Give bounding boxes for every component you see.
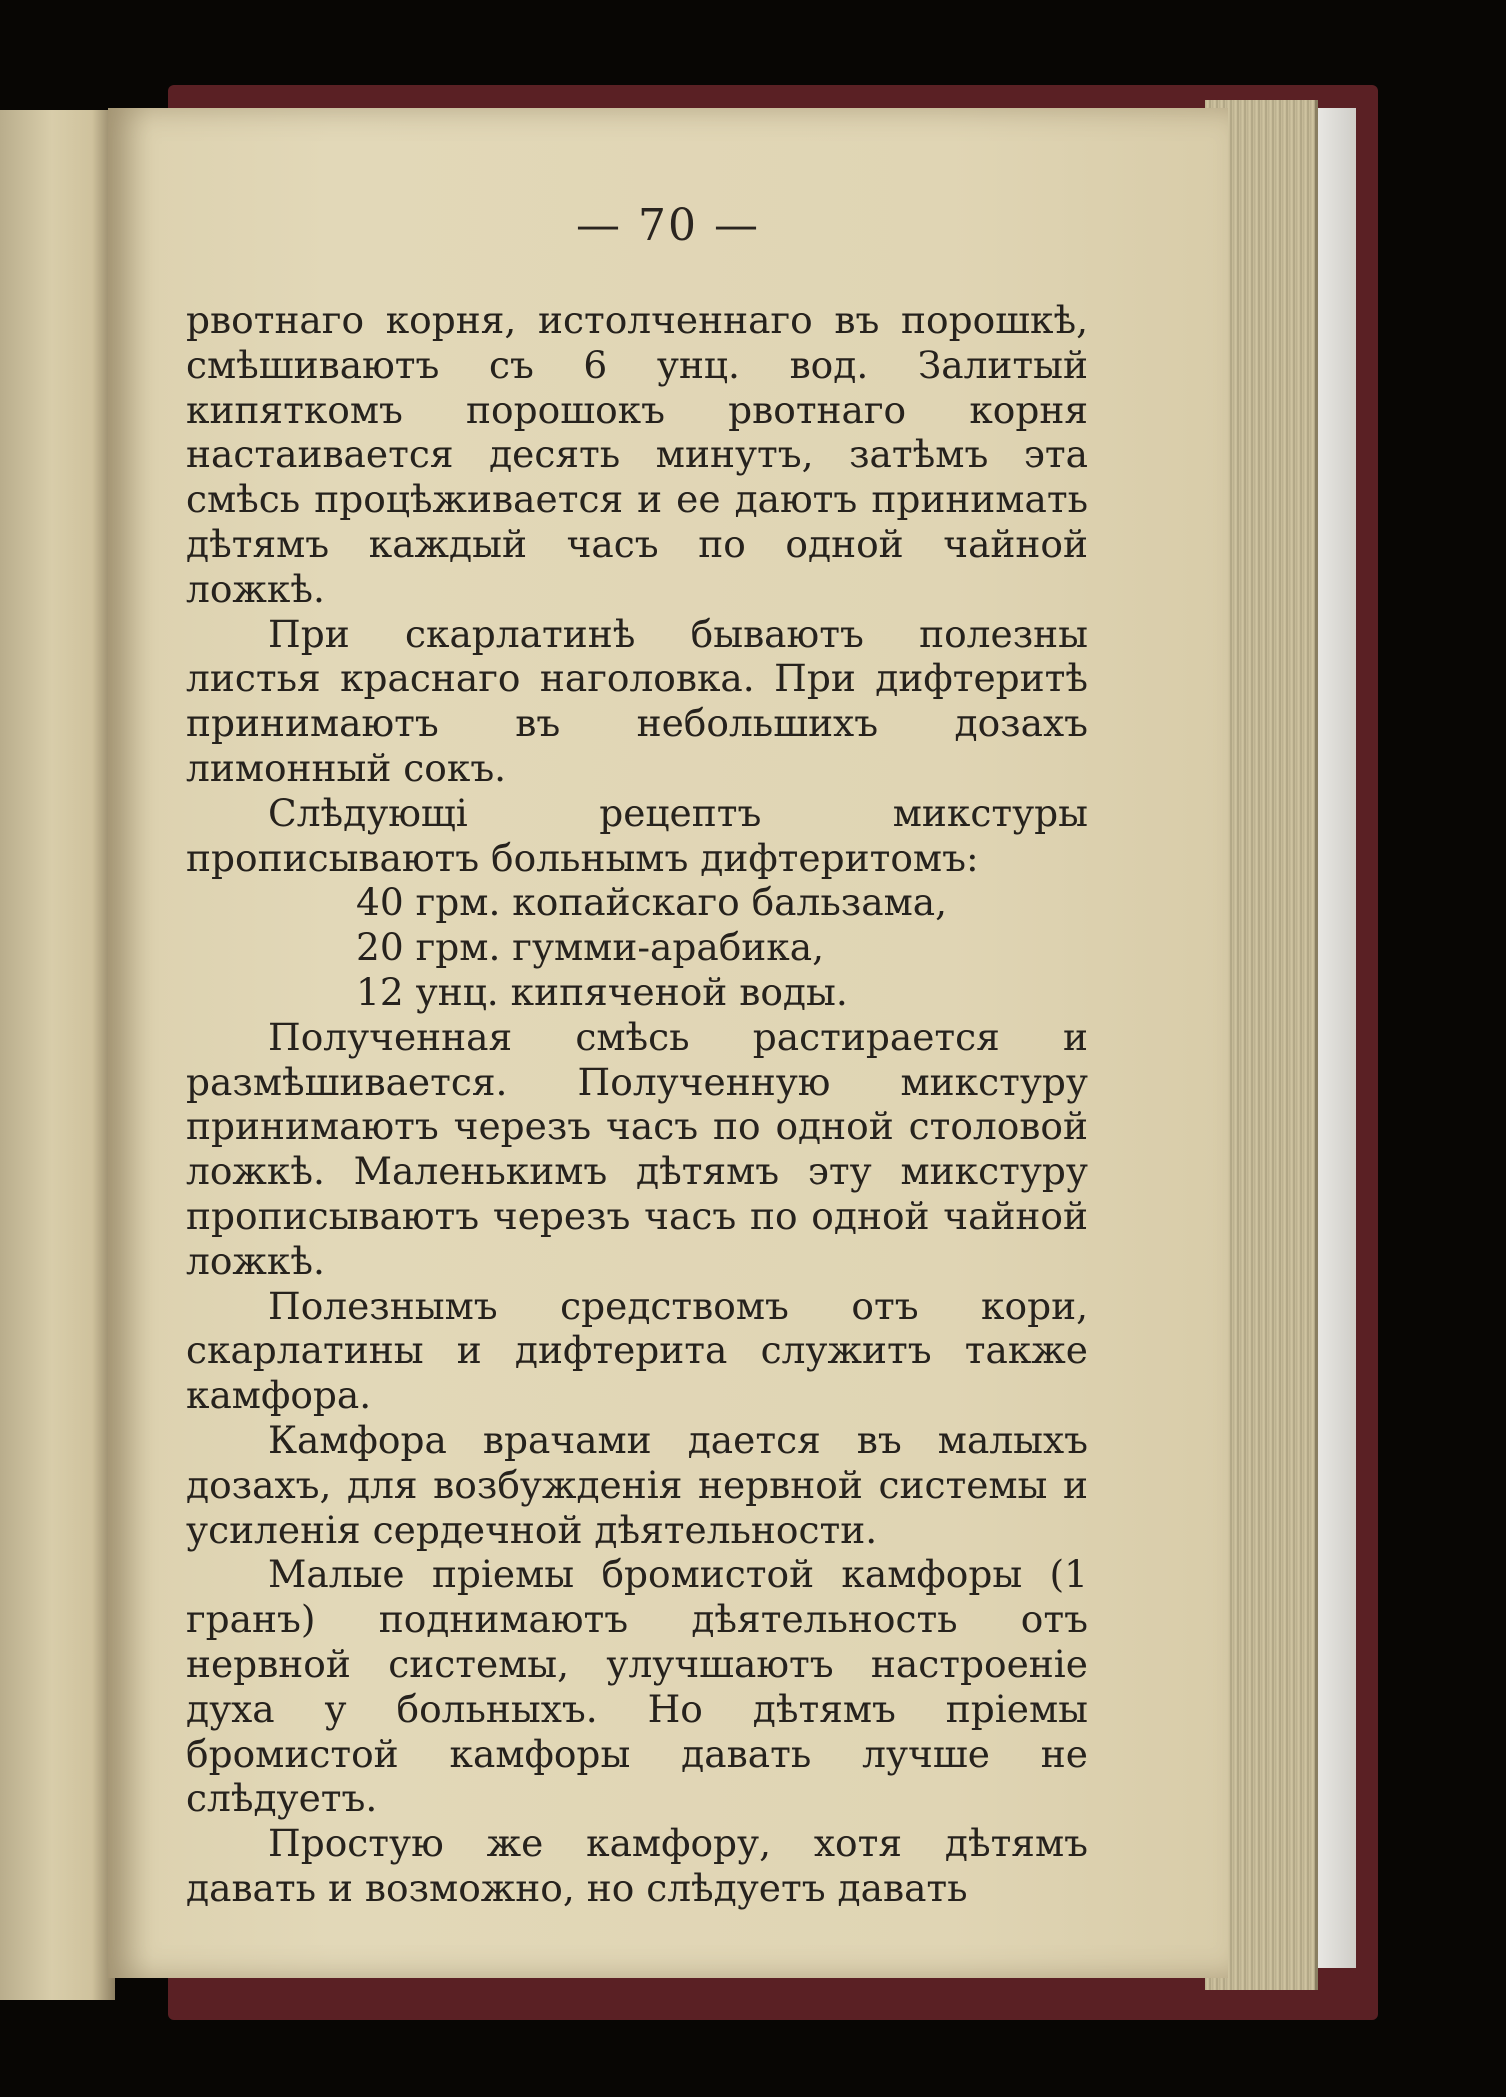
previous-page-edge: [0, 110, 115, 2000]
book-page: [108, 108, 1228, 1978]
paragraph: Полезнымъ средствомъ отъ кори, скарлатины и дифтерита служитъ также камфора.: [186, 1283, 1088, 1418]
recipe-item: 12 унц. кипяченой воды.: [356, 969, 848, 1014]
paragraph: Слѣдующі рецептъ микстуры прописываютъ больнымъ дифтеритомъ:: [186, 790, 1088, 880]
recipe-item: 40 грм. копайскаго бальзама,: [356, 880, 948, 925]
paragraph: Малые пріемы бромистой камфоры (1 гранъ) поднимаютъ дѣятельность отъ нервной системы, улучшаютъ настроеніе духа у больныхъ. Но дѣтямъ пріемы бромистой камфоры давать лучше не слѣдуетъ.: [186, 1552, 1088, 1821]
page-number: — 70 —: [576, 200, 760, 251]
paragraph: рвотнаго корня, истолченнаго въ порошкѣ, смѣшиваютъ съ 6 унц. вод. Залитый кипяткомъ порошокъ рвотнаго корня настаивается десять минутъ, затѣмъ эта смѣсь процѣживается и ее даютъ принимать дѣтямъ каждый часъ по одной чайной ложкѣ.: [186, 298, 1088, 611]
recipe-list: [186, 880, 1088, 1014]
recipe-item: 20 грм. гумми-арабика,: [356, 925, 825, 970]
paragraph: Полученная смѣсь растирается и размѣшивается. Полученную микстуру принимаютъ черезъ часъ по одной столовой ложкѣ. Маленькимъ дѣтямъ эту микстуру прописываютъ черезъ часъ по одной чайной ложкѣ.: [186, 1014, 1088, 1283]
page-text: [186, 298, 1088, 1911]
paragraph: При скарлатинѣ бываютъ полезны листья краснаго наголовка. При дифтеритѣ принимаютъ въ небольшихъ дозахъ лимонный сокъ.: [186, 611, 1088, 790]
paragraph: Простую же камфору, хотя дѣтямъ давать и возможно, но слѣдуетъ давать: [186, 1821, 1088, 1910]
paragraph: Камфора врачами дается въ малыхъ дозахъ, для возбужденія нервной системы и усиленія сердечной дѣятельности.: [186, 1417, 1088, 1552]
